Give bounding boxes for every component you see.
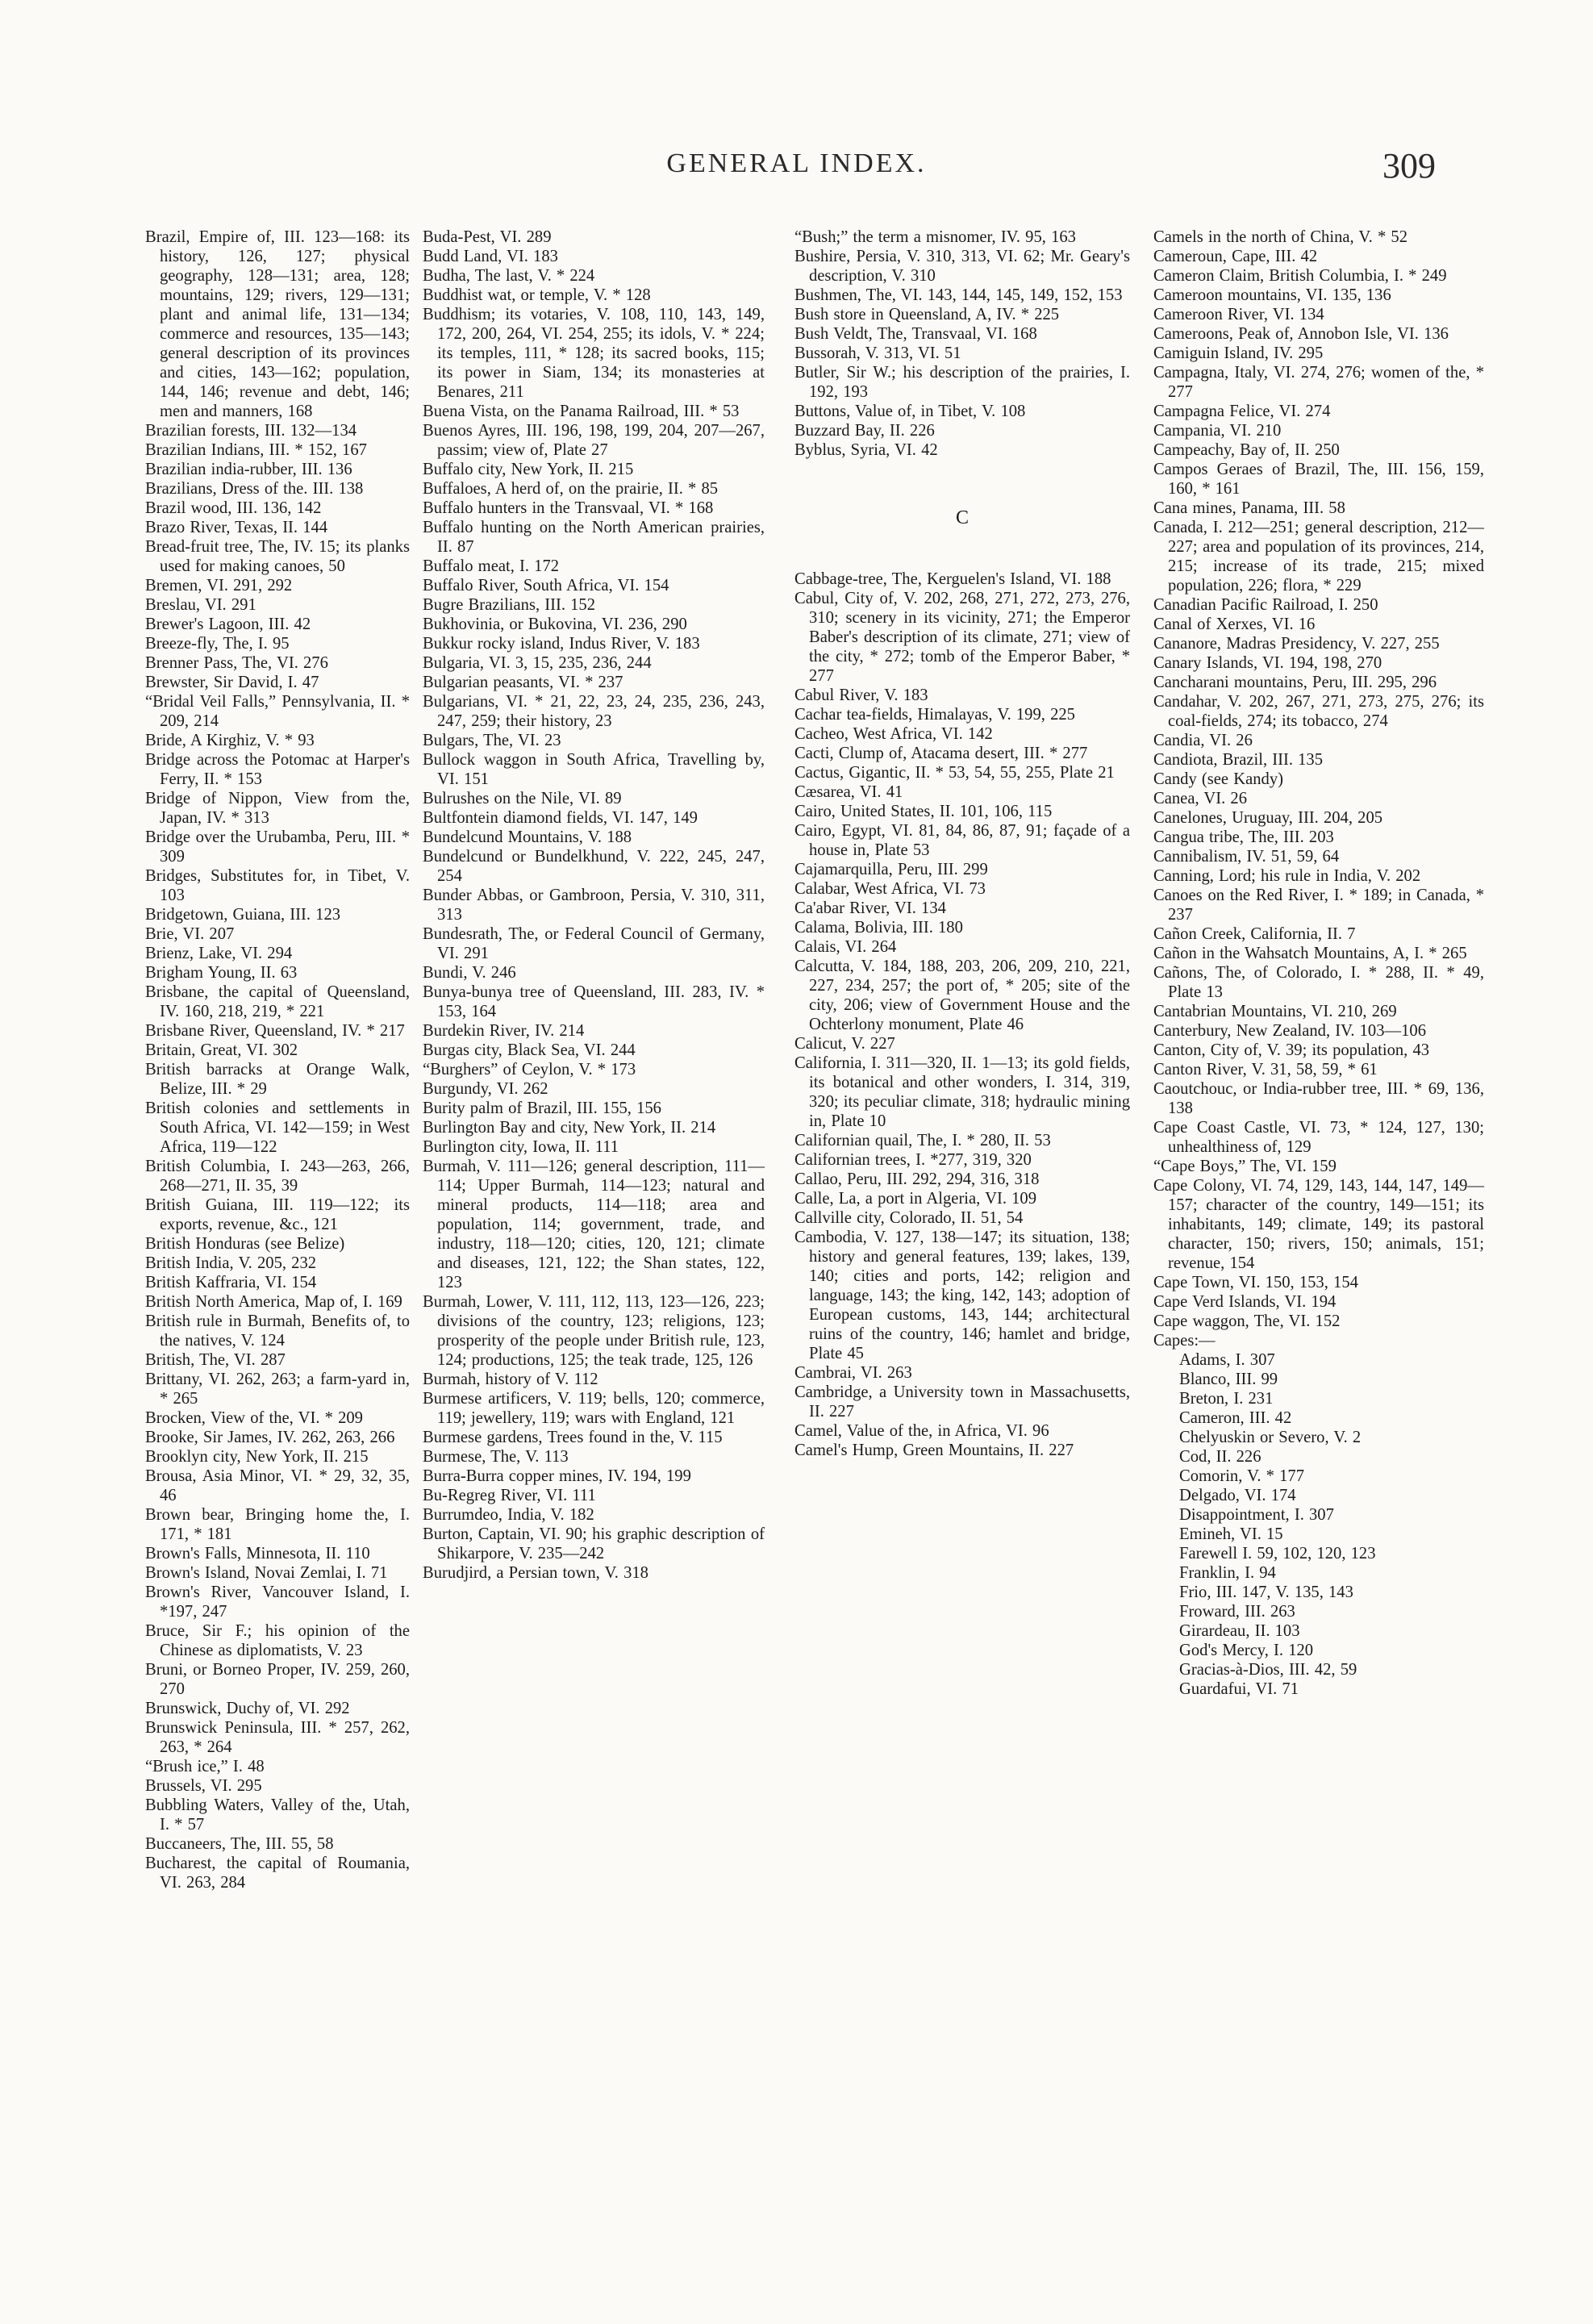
index-entry: Cañon Creek, California, II. 7	[1153, 925, 1356, 943]
index-entry: Calama, Bolivia, III. 180	[794, 919, 963, 937]
index-entry: Buda-Pest, VI. 289	[423, 228, 552, 246]
index-column-3	[794, 227, 1130, 1460]
index-entry: Bushire, Persia, V. 310, 313, VI. 62; Mr. Geary's description, V. 310	[794, 248, 1130, 285]
index-entry: British, The, VI. 287	[145, 1351, 286, 1369]
index-entry: Cairo, United States, II. 101, 106, 115	[794, 803, 1053, 820]
index-entry: Brussels, VI. 295	[145, 1777, 262, 1795]
index-entry: Buddhism; its votaries, V. 108, 110, 143, 149, 172, 200, 264, VI. 254, 255; its idols, V. * 224; its temples, 111, * 128; its sacred books, 115; its power in Siam, 134; its monasteries at Benares, 211	[423, 306, 765, 401]
index-entry: Cananore, Madras Presidency, V. 227, 255	[1153, 635, 1440, 653]
index-entry: Canary Islands, VI. 194, 198, 270	[1153, 654, 1382, 672]
index-entry: Cajamarquilla, Peru, III. 299	[794, 861, 988, 878]
index-entry: British Honduras (see Belize)	[145, 1235, 345, 1253]
index-column-1	[145, 227, 410, 1892]
index-entry: Cañons, The, of Colorado, I. * 288, II. * 49, Plate 13	[1153, 964, 1484, 1001]
index-entry: Cameroon River, VI. 134	[1153, 306, 1324, 323]
index-entry: Burdekin River, IV. 214	[423, 1022, 585, 1040]
index-entry: Candiota, Brazil, III. 135	[1153, 751, 1324, 769]
index-entry: Brigham Young, II. 63	[145, 964, 298, 982]
index-entry: Chelyuskin or Severo, V. 2	[1179, 1429, 1362, 1446]
index-entry: Cameroons, Peak of, Annobon Isle, VI. 136	[1153, 325, 1449, 343]
index-entry: Budha, The last, V. * 224	[423, 267, 595, 285]
index-entry: Canelones, Uruguay, III. 204, 205	[1153, 809, 1383, 827]
index-entry: Bush Veldt, The, Transvaal, VI. 168	[794, 325, 1037, 343]
index-entry: Campagna, Italy, VI. 274, 276; women of the, * 277	[1153, 364, 1484, 401]
index-entry: Bulgarian peasants, VI. * 237	[423, 674, 623, 691]
index-entry: Cæsarea, VI. 41	[794, 783, 903, 801]
index-entry: Bulgarians, VI. * 21, 22, 23, 24, 235, 236, 243, 247, 259; their history, 23	[423, 693, 765, 730]
index-entry: Cambrai, VI. 263	[794, 1364, 912, 1382]
index-entry: Capes:—	[1153, 1332, 1216, 1350]
index-entry: Bushmen, The, VI. 143, 144, 145, 149, 152, 153	[794, 286, 1123, 304]
index-entry: Bridge across the Potomac at Harper's Ferry, II. * 153	[145, 751, 410, 788]
index-entry: Bunya-bunya tree of Queensland, III. 283, IV. * 153, 164	[423, 983, 765, 1020]
index-entry: Bucharest, the capital of Roumania, VI. 263, 284	[145, 1855, 410, 1892]
index-entry: British Kaffraria, VI. 154	[145, 1274, 317, 1291]
index-entry: Cactus, Gigantic, II. * 53, 54, 55, 255, Plate 21	[794, 764, 1115, 782]
index-entry: British barracks at Orange Walk, Belize, III. * 29	[145, 1061, 410, 1098]
index-entry: Calabar, West Africa, VI. 73	[794, 880, 986, 898]
index-entry: Canada, I. 212—251; general description, 212—227; area and population of its provinces, 214, 215; increase of its trade, 215; mixed population, 226; flora, * 229	[1153, 519, 1484, 595]
index-entry: Buffaloes, A herd of, on the prairie, II. * 85	[423, 480, 719, 498]
index-entry: Burrumdeo, India, V. 182	[423, 1506, 594, 1524]
index-entry: Farewell I. 59, 102, 120, 123	[1179, 1545, 1376, 1563]
index-entry: Canterbury, New Zealand, IV. 103—106	[1153, 1022, 1426, 1040]
index-entry: Burgundy, VI. 262	[423, 1080, 548, 1098]
index-entry: Frio, III. 147, V. 135, 143	[1179, 1583, 1353, 1601]
index-entry: Brocken, View of the, VI. * 209	[145, 1409, 363, 1427]
index-entry: Canadian Pacific Railroad, I. 250	[1153, 596, 1378, 614]
index-entry: Callville city, Colorado, II. 51, 54	[794, 1209, 1024, 1227]
index-entry: Brenner Pass, The, VI. 276	[145, 654, 328, 672]
index-entry: Bulgars, The, VI. 23	[423, 732, 561, 749]
index-entry: Brazilians, Dress of the. III. 138	[145, 480, 364, 498]
index-entry: “Cape Boys,” The, VI. 159	[1153, 1158, 1337, 1175]
index-entry: Bundelcund or Bundelkhund, V. 222, 245, 247, 254	[423, 848, 765, 885]
index-entry: Buzzard Bay, II. 226	[794, 422, 935, 440]
index-entry: Disappointment, I. 307	[1179, 1506, 1334, 1524]
index-entry: Burlington Bay and city, New York, II. 214	[423, 1119, 716, 1137]
index-entry: Bubbling Waters, Valley of the, Utah, I. * 57	[145, 1796, 410, 1834]
index-entry: Brisbane, the capital of Queensland, IV. 160, 218, 219, * 221	[145, 983, 410, 1020]
index-entry: Cachar tea-fields, Himalayas, V. 199, 225	[794, 706, 1075, 724]
index-entry: Bultfontein diamond fields, VI. 147, 149	[423, 809, 698, 827]
index-entry: Brunswick Peninsula, III. * 257, 262, 263, * 264	[145, 1719, 410, 1756]
index-entry: Cameron Claim, British Columbia, I. * 249	[1153, 267, 1447, 285]
index-entry: Brunswick, Duchy of, VI. 292	[145, 1700, 350, 1717]
index-column-2	[423, 227, 765, 1583]
index-entry: Budd Land, VI. 183	[423, 248, 558, 265]
index-entry: Brazilian Indians, III. * 152, 167	[145, 441, 367, 459]
index-entry: Cannibalism, IV. 51, 59, 64	[1153, 848, 1340, 866]
index-entry: Callao, Peru, III. 292, 294, 316, 318	[794, 1170, 1040, 1188]
index-entry: Camel, Value of the, in Africa, VI. 96	[794, 1422, 1049, 1440]
index-entry: Burmese artificers, V. 119; bells, 120; commerce, 119; jewellery, 119; wars with England, 121	[423, 1390, 765, 1427]
index-entry: Brown's Island, Novai Zemlai, I. 71	[145, 1564, 388, 1582]
index-entry: Bussorah, V. 313, VI. 51	[794, 344, 961, 362]
index-entry: Brown's River, Vancouver Island, I. *197, 247	[145, 1583, 410, 1621]
index-entry: Buena Vista, on the Panama Railroad, III. * 53	[423, 403, 740, 420]
running-head: GENERAL INDEX.	[666, 148, 927, 178]
section-letter: C	[955, 507, 969, 528]
page-number: 309	[1382, 146, 1436, 186]
index-entry: Bundelcund Mountains, V. 188	[423, 828, 632, 846]
index-entry: Cairo, Egypt, VI. 81, 84, 86, 87, 91; façade of a house in, Plate 53	[794, 822, 1130, 859]
index-entry: Cape Coast Castle, VI. 73, * 124, 127, 130; unhealthiness of, 129	[1153, 1119, 1484, 1156]
index-entry: Brazil wood, III. 136, 142	[145, 499, 322, 517]
index-entry: Burgas city, Black Sea, VI. 244	[423, 1041, 636, 1059]
index-entry: “Burghers” of Ceylon, V. * 173	[423, 1061, 636, 1079]
index-entry: Bullock waggon in South Africa, Travelling by, VI. 151	[423, 751, 765, 788]
index-entry: Bridge of Nippon, View from the, Japan, IV. * 313	[145, 790, 410, 827]
index-entry: Brown's Falls, Minnesota, II. 110	[145, 1545, 370, 1563]
index-entry: Brewer's Lagoon, III. 42	[145, 615, 311, 633]
index-entry: Cabul River, V. 183	[794, 686, 928, 704]
index-entry: Bremen, VI. 291, 292	[145, 577, 293, 595]
index-entry: Brie, VI. 207	[145, 925, 235, 943]
index-entry: Caoutchouc, or India-rubber tree, III. * 69, 136, 138	[1153, 1080, 1484, 1117]
index-entry: Campeachy, Bay of, II. 250	[1153, 441, 1340, 459]
index-entry: British Columbia, I. 243—263, 266, 268—271, II. 35, 39	[145, 1158, 410, 1195]
index-entry: Brazo River, Texas, II. 144	[145, 519, 328, 536]
index-entry: Buffalo hunters in the Transvaal, VI. * 168	[423, 499, 714, 517]
index-entry: Buffalo hunting on the North American prairies, II. 87	[423, 519, 765, 556]
index-entry: Cameroun, Cape, III. 42	[1153, 248, 1318, 265]
index-entry: Breslau, VI. 291	[145, 596, 256, 614]
index-entry: Cañon in the Wahsatch Mountains, A, I. * 265	[1153, 945, 1467, 962]
index-entry: Bulgaria, VI. 3, 15, 235, 236, 244	[423, 654, 652, 672]
index-entry: Canton River, V. 31, 58, 59, * 61	[1153, 1061, 1378, 1079]
index-entry: Blanco, III. 99	[1179, 1371, 1278, 1388]
index-entry: Bu-Regreg River, VI. 111	[423, 1487, 596, 1504]
index-entry: Buffalo city, New York, II. 215	[423, 461, 634, 478]
index-entry: Burmah, history of V. 112	[423, 1371, 598, 1388]
index-entry: Buccaneers, The, III. 55, 58	[145, 1835, 334, 1853]
index-entry: Emineh, VI. 15	[1179, 1525, 1283, 1543]
index-entry: Buffalo meat, I. 172	[423, 557, 560, 575]
index-entry: Bridge over the Urubamba, Peru, III. * 309	[145, 828, 410, 866]
index-entry: Camiguin Island, IV. 295	[1153, 344, 1324, 362]
index-entry: Brazilian india-rubber, III. 136	[145, 461, 352, 478]
index-entry: Bukhovinia, or Bukovina, VI. 236, 290	[423, 615, 687, 633]
index-entry: Bugre Brazilians, III. 152	[423, 596, 596, 614]
index-entry: Bruce, Sir F.; his opinion of the Chinese as diplomatists, V. 23	[145, 1622, 410, 1659]
index-entry: British North America, Map of, I. 169	[145, 1293, 402, 1311]
index-entry: Brown bear, Bringing home the, I. 171, * 181	[145, 1506, 410, 1543]
index-entry: British rule in Burmah, Benefits of, to the natives, V. 124	[145, 1312, 410, 1350]
index-entry: Burlington city, Iowa, II. 111	[423, 1138, 619, 1156]
index-entry: Bush store in Queensland, A, IV. * 225	[794, 306, 1060, 323]
index-entry: Cambodia, V. 127, 138—147; its situation, 138; history and general features, 139; lakes, 139, 140; cities and ports, 142; religion and language, 143; the king, 142, 143; adoption of European customs, 143, 144; architectural ruins of the country, 146; hamlet and bridge, Plate 45	[794, 1229, 1130, 1362]
index-entry: Girardeau, II. 103	[1179, 1622, 1300, 1640]
index-entry: “Bridal Veil Falls,” Pennsylvania, II. * 209, 214	[145, 693, 410, 730]
index-entry: Cameron, III. 42	[1179, 1409, 1292, 1427]
index-entry: Bruni, or Borneo Proper, IV. 259, 260, 270	[145, 1661, 410, 1698]
index-entry: Brienz, Lake, VI. 294	[145, 945, 293, 962]
index-entry: Cape Colony, VI. 74, 129, 143, 144, 147, 149—157; character of the country, 149—151; its inhabitants, 149; climate, 149; its pastoral character, 150; rivers, 150; animals, 151; revenue, 154	[1153, 1177, 1484, 1272]
index-entry: Comorin, V. * 177	[1179, 1467, 1304, 1485]
index-entry: Gracias-à-Dios, III. 42, 59	[1179, 1661, 1357, 1679]
index-entry: Burton, Captain, VI. 90; his graphic description of Shikarpore, V. 235—242	[423, 1525, 765, 1563]
index-entry: Cape Verd Islands, VI. 194	[1153, 1293, 1337, 1311]
index-entry: Butler, Sir W.; his description of the prairies, I. 192, 193	[794, 364, 1130, 401]
index-entry: Cacheo, West Africa, VI. 142	[794, 725, 993, 743]
index-entry: Bridgetown, Guiana, III. 123	[145, 906, 341, 924]
index-entry: Burudjird, a Persian town, V. 318	[423, 1564, 648, 1582]
index-entry: British Guiana, III. 119—122; its exports, revenue, &c., 121	[145, 1196, 410, 1233]
index-entry: Californian quail, The, I. * 280, II. 53	[794, 1132, 1051, 1149]
index-entry: Bride, A Kirghiz, V. * 93	[145, 732, 315, 749]
index-entry: Bundi, V. 246	[423, 964, 516, 982]
index-entry: Canoes on the Red River, I. * 189; in Canada, * 237	[1153, 887, 1484, 924]
index-entry: Burity palm of Brazil, III. 155, 156	[423, 1099, 661, 1117]
index-entry: Camels in the north of China, V. * 52	[1153, 228, 1407, 246]
index-entry: Brisbane River, Queensland, IV. * 217	[145, 1022, 405, 1040]
index-entry: Cana mines, Panama, III. 58	[1153, 499, 1345, 517]
index-entry: Franklin, I. 94	[1179, 1564, 1276, 1582]
index-entry: “Bush;” the term a misnomer, IV. 95, 163	[794, 228, 1076, 246]
index-entry: Bulrushes on the Nile, VI. 89	[423, 790, 622, 807]
index-entry: Burmese gardens, Trees found in the, V. 115	[423, 1429, 723, 1446]
index-entry: Adams, I. 307	[1179, 1351, 1275, 1369]
index-entry: Canning, Lord; his rule in India, V. 202	[1153, 867, 1421, 885]
index-entry: Cambridge, a University town in Massachusetts, II. 227	[794, 1383, 1130, 1421]
index-entry: Cape waggon, The, VI. 152	[1153, 1312, 1341, 1330]
index-entry: Delgado, VI. 174	[1179, 1487, 1296, 1504]
index-entry: Bunder Abbas, or Gambroon, Persia, V. 310, 311, 313	[423, 887, 765, 924]
index-entry: Brazil, Empire of, III. 123—168: its history, 126, 127; physical geography, 128—131; area, 128; mountains, 129; rivers, 129—131; plant and animal life, 131—134; commerce and resources, 135—143; general description of its provinces and cities, 143—162; population, 144, 146; revenue and debt, 146; men and manners, 168	[145, 228, 410, 420]
index-column-4	[1153, 227, 1484, 1699]
index-entry: Campania, VI. 210	[1153, 422, 1282, 440]
index-entry: Camel's Hump, Green Mountains, II. 227	[794, 1442, 1074, 1459]
index-entry: God's Mercy, I. 120	[1179, 1642, 1314, 1659]
index-entry: Calle, La, a port in Algeria, VI. 109	[794, 1190, 1037, 1208]
index-entry: Californian trees, I. *277, 319, 320	[794, 1151, 1032, 1169]
index-entry: Cangua tribe, The, III. 203	[1153, 828, 1334, 846]
page-header	[0, 145, 1593, 194]
index-entry: Calais, VI. 264	[794, 938, 897, 956]
index-entry: Brazilian forests, III. 132—134	[145, 422, 357, 440]
index-entry: Byblus, Syria, VI. 42	[794, 441, 938, 459]
index-entry: “Brush ice,” I. 48	[145, 1758, 265, 1775]
index-entry: British colonies and settlements in South Africa, VI. 142—159; in West Africa, 119—122	[145, 1099, 410, 1156]
index-entry: Bread-fruit tree, The, IV. 15; its planks used for making canoes, 50	[145, 538, 410, 575]
index-entry: California, I. 311—320, II. 1—13; its gold fields, its botanical and other wonders, I. 314, 319, 320; its peculiar climate, 318; hydraulic mining in, Plate 10	[794, 1054, 1130, 1130]
index-entry: Canton, City of, V. 39; its population, 43	[1153, 1041, 1430, 1059]
index-entry: Candy (see Kandy)	[1153, 770, 1283, 788]
index-entry: Ca'abar River, VI. 134	[794, 899, 946, 917]
index-entry: Burmese, The, V. 113	[423, 1448, 569, 1466]
index-entry: Brittany, VI. 262, 263; a farm-yard in, * 265	[145, 1371, 410, 1408]
index-entry: Cape Town, VI. 150, 153, 154	[1153, 1274, 1358, 1291]
index-entry: Buttons, Value of, in Tibet, V. 108	[794, 403, 1026, 420]
index-entry: Buenos Ayres, III. 196, 198, 199, 204, 207—267, passim; view of, Plate 27	[423, 422, 765, 459]
index-entry: Bundesrath, The, or Federal Council of Germany, VI. 291	[423, 925, 765, 962]
index-entry: Guardafui, VI. 71	[1179, 1680, 1299, 1698]
index-entry: Calcutta, V. 184, 188, 203, 206, 209, 210, 221, 227, 234, 257; the port of, * 205; site of the city, 206; view of Government House and the Ochterlony monument, Plate 46	[794, 958, 1130, 1033]
index-entry: Burmah, V. 111—126; general description, 111—114; Upper Burmah, 114—123; natural and mineral products, 114—118; area and population, 114; government, trade, and industry, 118—120; cities, 120, 121; climate and diseases, 121, 122; the Shan states, 122, 123	[423, 1158, 765, 1291]
index-entry: Britain, Great, VI. 302	[145, 1041, 298, 1059]
index-entry: Calicut, V. 227	[794, 1035, 895, 1053]
index-entry: Burra-Burra copper mines, IV. 194, 199	[423, 1467, 691, 1485]
index-entry: Cabul, City of, V. 202, 268, 271, 272, 273, 276, 310; scenery in its vicinity, 271; the Emperor Baber's description of its climate, 271; view of the city, * 272; tomb of the Emperor Baber, * 277	[794, 590, 1130, 685]
index-entry: Campagna Felice, VI. 274	[1153, 403, 1331, 420]
index-entry: Burmah, Lower, V. 111, 112, 113, 123—126, 223; divisions of the country, 123; religions, 123; prosperity of the people under British rule, 123, 124; productions, 125; the teak trade, 125, 126	[423, 1293, 765, 1369]
index-entry: Bridges, Substitutes for, in Tibet, V. 103	[145, 867, 410, 904]
index-entry: Canea, VI. 26	[1153, 790, 1247, 807]
index-entry: Candia, VI. 26	[1153, 732, 1253, 749]
index-entry: Brooklyn city, New York, II. 215	[145, 1448, 369, 1466]
index-entry: Candahar, V. 202, 267, 271, 273, 275, 276; its coal-fields, 274; its tobacco, 274	[1153, 693, 1484, 730]
index-entry: Canal of Xerxes, VI. 16	[1153, 615, 1316, 633]
index-entry: Cameroon mountains, VI. 135, 136	[1153, 286, 1391, 304]
index-entry: Brewster, Sir David, I. 47	[145, 674, 319, 691]
index-entry: Brooke, Sir James, IV. 262, 263, 266	[145, 1429, 395, 1446]
index-entry: Buddhist wat, or temple, V. * 128	[423, 286, 651, 304]
index-entry: Cantabrian Mountains, VI. 210, 269	[1153, 1003, 1397, 1020]
index-entry: Campos Geraes of Brazil, The, III. 156, 159, 160, * 161	[1153, 461, 1484, 498]
index-entry: Brousa, Asia Minor, VI. * 29, 32, 35, 46	[145, 1467, 410, 1504]
index-entry: Cancharani mountains, Peru, III. 295, 296	[1153, 674, 1437, 691]
index-entry: Cod, II. 226	[1179, 1448, 1261, 1466]
index-entry: Breton, I. 231	[1179, 1390, 1274, 1408]
index-entry: Buffalo River, South Africa, VI. 154	[423, 577, 669, 595]
index-entry: Breeze-fly, The, I. 95	[145, 635, 290, 653]
index-entry: Cacti, Clump of, Atacama desert, III. * 277	[794, 745, 1088, 762]
index-entry: Bukkur rocky island, Indus River, V. 183	[423, 635, 700, 653]
index-entry: British India, V. 205, 232	[145, 1254, 317, 1272]
index-entry: Froward, III. 263	[1179, 1603, 1295, 1621]
index-entry: Cabbage-tree, The, Kerguelen's Island, VI. 188	[794, 570, 1111, 588]
